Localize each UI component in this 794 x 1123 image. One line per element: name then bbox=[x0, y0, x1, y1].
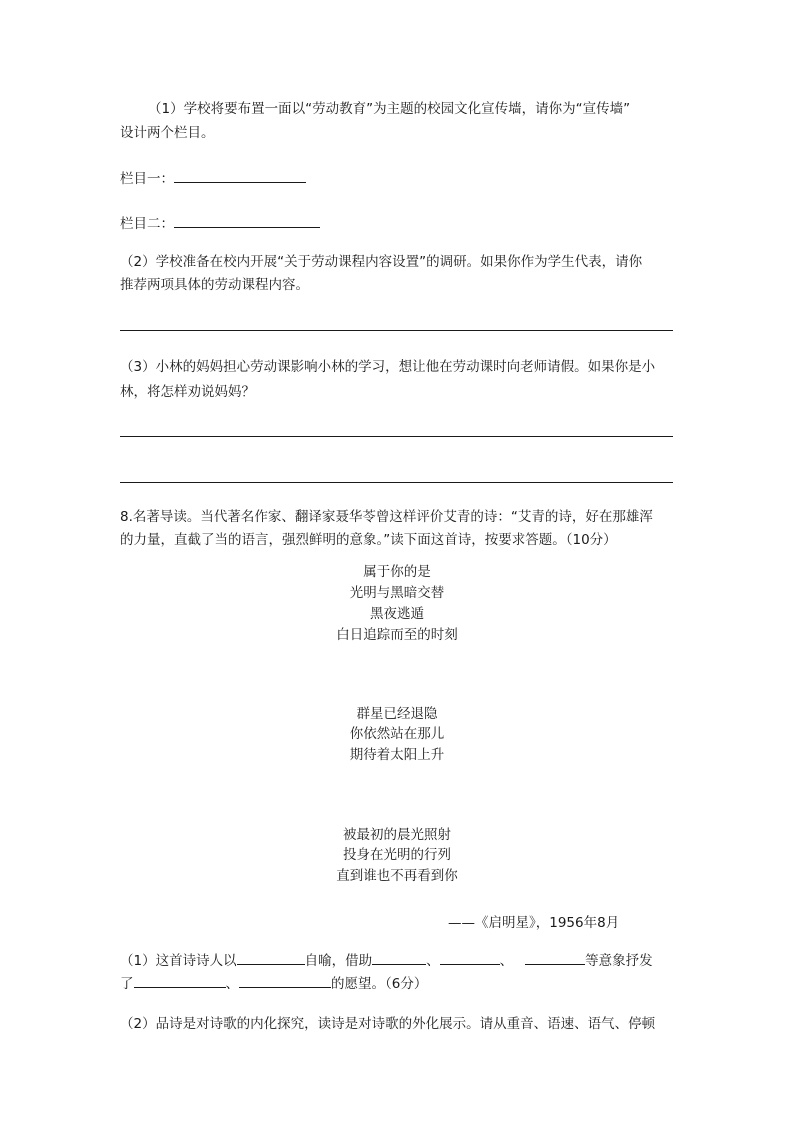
q3-answer-line-2[interactable] bbox=[120, 482, 673, 483]
poem-line: 期待着太阳上升 bbox=[349, 747, 445, 763]
sub1-text-c: 、 bbox=[426, 953, 440, 969]
q3-line1: （3）小林的妈妈担心劳动课影响小林的学习，想让他在劳动课时向老师请假。如果你是小 bbox=[120, 359, 656, 375]
sub1-blank-2[interactable] bbox=[372, 951, 426, 965]
column-one-row bbox=[120, 167, 306, 187]
column-one-blank[interactable] bbox=[174, 168, 306, 183]
sub1-text-e: 等意象抒发 bbox=[585, 953, 653, 969]
poem-line: 白日追踪而至的时刻 bbox=[336, 627, 458, 643]
sub1-blank-6[interactable] bbox=[239, 974, 331, 988]
sub2-line1: （2）品诗是对诗歌的内化探究，读诗是对诗歌的外化展示。请从重音、语速、语气、停顿 bbox=[120, 1016, 656, 1032]
sub1-text-a: （1）这首诗诗人以 bbox=[120, 953, 237, 969]
sub1-text-g: 、 bbox=[225, 976, 239, 992]
column-two-blank[interactable] bbox=[174, 213, 320, 228]
sub1-text-d: 、 bbox=[499, 953, 514, 969]
poem-line: 你依然站在那儿 bbox=[349, 726, 445, 742]
poem-line: 投身在光明的行列 bbox=[343, 847, 451, 863]
poem-line: 被最初的晨光照射 bbox=[343, 827, 451, 843]
q3-answer-line-1[interactable] bbox=[120, 436, 673, 437]
sub1-text-h: 的愿望。（6分） bbox=[331, 976, 428, 992]
q3-line2: 林，将怎样劝说妈妈？ bbox=[120, 384, 255, 400]
q8-line2: 的力量，直截了当的语言，强烈鲜明的意象。”读下面这首诗，按要求答题。（10分） bbox=[120, 532, 617, 548]
poem-source: ——《启明星》，1956年8月 bbox=[448, 915, 620, 931]
poem-line: 属于你的是 bbox=[363, 564, 431, 580]
column-one-label: 栏目一： bbox=[120, 171, 174, 187]
q8-line1: 8.名著导读。当代著名作家、翻译家聂华苓曾这样评价艾青的诗：“艾青的诗，好在那雄浑 bbox=[120, 509, 653, 525]
sub1-blank-1[interactable] bbox=[237, 951, 305, 965]
poem-line: 黑夜逃遁 bbox=[370, 606, 424, 622]
sub1-text-f: 了 bbox=[120, 976, 134, 992]
poem-line: 光明与黑暗交替 bbox=[349, 585, 445, 601]
sub1-text-b: 自喻，借助 bbox=[304, 953, 373, 969]
q1-line2: 设计两个栏目。 bbox=[120, 125, 215, 141]
sub1-line1 bbox=[120, 949, 653, 969]
q1-line1: （1）学校将要布置一面以“劳动教育”为主题的校园文化宣传墙，请你为“宣传墙” bbox=[148, 101, 631, 117]
poem-line: 群星已经退隐 bbox=[356, 706, 438, 722]
sub1-blank-5[interactable] bbox=[134, 974, 226, 988]
poem-line: 直到谁也不再看到你 bbox=[336, 868, 458, 884]
column-two-row bbox=[120, 212, 320, 232]
q2-line1: （2）学校准备在校内开展“关于劳动课程内容设置”的调研。如果你作为学生代表，请你 bbox=[120, 254, 643, 270]
sub1-blank-3[interactable] bbox=[440, 951, 500, 965]
column-two-label: 栏目二： bbox=[120, 216, 174, 232]
q2-answer-line[interactable] bbox=[120, 330, 673, 331]
sub1-blank-4[interactable] bbox=[525, 951, 585, 965]
q2-line2: 推荐两项具体的劳动课程内容。 bbox=[120, 277, 309, 293]
sub1-line2 bbox=[120, 972, 427, 992]
